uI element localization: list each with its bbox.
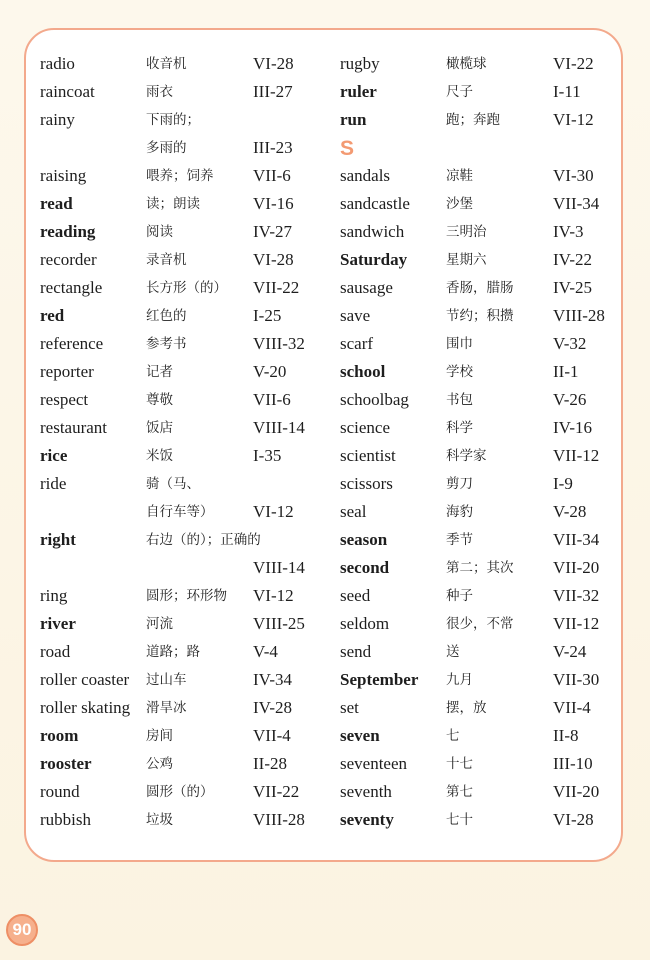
entry-meaning: 学校 xyxy=(446,364,473,380)
entry-reference: VI-30 xyxy=(553,166,594,185)
entry-word: seven xyxy=(340,726,380,745)
entry-meaning: 摆，放 xyxy=(446,700,487,716)
entry-reference: II-28 xyxy=(253,754,287,773)
entry-meaning: 多雨的 xyxy=(146,140,187,156)
entry-word: raincoat xyxy=(40,82,95,101)
entry-reference: V-20 xyxy=(253,362,287,381)
entry-word: river xyxy=(40,614,76,633)
entry-meaning: 星期六 xyxy=(446,252,487,268)
entry-meaning: 参考书 xyxy=(146,336,187,352)
entry-reference: VI-28 xyxy=(253,250,294,269)
entry-meaning: 书包 xyxy=(446,392,473,408)
entry-meaning: 阅读 xyxy=(146,224,173,240)
entry-word: September xyxy=(340,670,419,689)
entry-word: room xyxy=(40,726,79,745)
entry-reference: VII-32 xyxy=(553,586,600,605)
entry-word: radio xyxy=(40,54,75,73)
entry-meaning: 录音机 xyxy=(146,252,187,268)
entry-reference: V-32 xyxy=(553,334,587,353)
entry-reference: VII-6 xyxy=(253,166,291,185)
entry-meaning: 海豹 xyxy=(446,504,473,520)
entry-reference: VII-4 xyxy=(553,698,591,717)
entry-reference: VII-22 xyxy=(253,278,300,297)
entry-meaning: 十七 xyxy=(446,756,473,772)
entry-word: right xyxy=(40,530,76,549)
entry-reference: VI-22 xyxy=(553,54,594,73)
entry-meaning: 尺子 xyxy=(446,84,473,100)
entry-word: ring xyxy=(40,586,68,605)
entry-reference: IV-22 xyxy=(553,250,593,269)
entry-reference: VI-28 xyxy=(253,54,294,73)
entry-meaning: 橄榄球 xyxy=(446,56,487,72)
entry-word: ruler xyxy=(340,82,377,101)
entry-word: red xyxy=(40,306,65,325)
entry-word: set xyxy=(340,698,359,717)
entry-word: ride xyxy=(40,474,67,493)
page-number: 90 xyxy=(6,914,38,946)
entry-word: rice xyxy=(40,446,68,465)
entry-meaning: 季节 xyxy=(446,532,473,548)
entry-reference: I-35 xyxy=(253,446,282,465)
entry-reference: IV-27 xyxy=(253,222,293,241)
entry-meaning: 三明治 xyxy=(446,224,487,240)
entry-reference: IV-34 xyxy=(253,670,293,689)
entry-reference: VII-12 xyxy=(553,614,600,633)
entry-reference: VI-12 xyxy=(253,586,294,605)
entry-reference: VII-20 xyxy=(553,558,600,577)
entry-word: rectangle xyxy=(40,278,103,297)
entry-word: seal xyxy=(340,502,367,521)
section-letter: S xyxy=(340,137,355,160)
entry-reference: VIII-28 xyxy=(553,306,605,325)
entry-meaning: 公鸡 xyxy=(146,756,173,772)
entry-word: reading xyxy=(40,222,96,241)
entry-reference: V-28 xyxy=(553,502,587,521)
entry-reference: II-1 xyxy=(553,362,579,381)
entry-reference: VII-4 xyxy=(253,726,291,745)
entry-meaning: 第二；其次 xyxy=(446,560,514,576)
entry-reference: VI-16 xyxy=(253,194,294,213)
entry-word: send xyxy=(340,642,372,661)
entry-meaning: 送 xyxy=(446,644,460,660)
entry-word: road xyxy=(40,642,71,661)
entry-meaning: 下雨的； xyxy=(146,112,200,128)
entry-meaning: 科学家 xyxy=(446,448,487,464)
entry-word: schoolbag xyxy=(340,390,409,409)
entry-word: roller skating xyxy=(40,698,131,717)
entry-meaning: 围巾 xyxy=(446,336,473,352)
entry-word: Saturday xyxy=(340,250,408,269)
entry-reference: VII-34 xyxy=(553,530,600,549)
entry-reference: VIII-14 xyxy=(253,418,305,437)
glossary-panel xyxy=(24,28,623,862)
entry-reference: VII-20 xyxy=(553,782,600,801)
entry-word: read xyxy=(40,194,73,213)
entry-reference: IV-3 xyxy=(553,222,584,241)
entry-reference: I-25 xyxy=(253,306,282,325)
entry-word: roller coaster xyxy=(40,670,130,689)
entry-word: seldom xyxy=(340,614,390,633)
entry-reference: I-11 xyxy=(553,82,581,101)
entry-reference: VII-30 xyxy=(553,670,600,689)
entry-meaning: 垃圾 xyxy=(146,812,173,828)
entry-word: seventeen xyxy=(340,754,408,773)
entry-word: rugby xyxy=(340,54,380,73)
entry-meaning: 第七 xyxy=(446,784,473,800)
entry-word: science xyxy=(340,418,391,437)
entry-meaning: 香肠，腊肠 xyxy=(446,280,514,296)
entry-meaning: 七 xyxy=(446,728,460,744)
entry-word: restaurant xyxy=(40,418,108,437)
entry-meaning: 凉鞋 xyxy=(446,168,473,184)
entry-reference: III-27 xyxy=(253,82,293,101)
entry-word: seventy xyxy=(340,810,394,829)
entry-reference: III-10 xyxy=(553,754,593,773)
entry-meaning: 红色的 xyxy=(146,308,187,324)
entry-meaning: 滑旱冰 xyxy=(146,700,187,716)
entry-word: recorder xyxy=(40,250,97,269)
entry-word: school xyxy=(340,362,386,381)
entry-reference: VIII-32 xyxy=(253,334,305,353)
entry-meaning: 沙堡 xyxy=(446,196,473,212)
entry-meaning: 记者 xyxy=(146,364,173,380)
entry-word: run xyxy=(340,110,367,129)
entry-meaning: 很少，不常 xyxy=(446,616,514,632)
entry-word: scissors xyxy=(340,474,393,493)
entry-reference: IV-25 xyxy=(553,278,593,297)
entry-reference: VII-22 xyxy=(253,782,300,801)
entry-reference: VI-28 xyxy=(553,810,594,829)
entry-meaning: 圆形（的） xyxy=(146,784,214,800)
entry-word: season xyxy=(340,530,388,549)
entry-meaning: 右边（的）；正确的 xyxy=(146,532,261,548)
entry-meaning: 科学 xyxy=(446,420,473,436)
entry-word: save xyxy=(340,306,371,325)
entry-meaning: 骑（马、 xyxy=(146,476,200,492)
entry-word: raising xyxy=(40,166,87,185)
entry-meaning: 河流 xyxy=(146,616,173,632)
entry-reference: III-23 xyxy=(253,138,293,157)
entry-meaning: 尊敬 xyxy=(146,392,173,408)
entry-meaning: 节约；积攒 xyxy=(446,308,514,324)
entry-reference: VIII-25 xyxy=(253,614,305,633)
entry-meaning: 跑；奔跑 xyxy=(446,112,500,128)
entry-meaning: 饭店 xyxy=(146,420,173,436)
entry-word: second xyxy=(340,558,390,577)
entry-reference: VI-12 xyxy=(553,110,594,129)
entry-reference: VIII-28 xyxy=(253,810,305,829)
entry-meaning: 读；朗读 xyxy=(146,196,200,212)
entry-meaning: 长方形（的） xyxy=(146,280,227,296)
entry-word: sandwich xyxy=(340,222,405,241)
entry-reference: V-26 xyxy=(553,390,587,409)
entry-meaning: 米饭 xyxy=(146,448,173,464)
entry-meaning: 雨衣 xyxy=(146,84,173,100)
entry-reference: VII-34 xyxy=(553,194,600,213)
entry-meaning: 七十 xyxy=(446,812,473,828)
entry-word: reporter xyxy=(40,362,94,381)
entry-word: rubbish xyxy=(40,810,91,829)
entry-word: reference xyxy=(40,334,104,353)
entry-meaning: 收音机 xyxy=(146,56,187,72)
entry-meaning: 圆形；环形物 xyxy=(146,588,227,604)
entry-word: respect xyxy=(40,390,89,409)
entry-meaning: 种子 xyxy=(446,588,473,604)
entry-word: seed xyxy=(340,586,371,605)
entry-word: sandals xyxy=(340,166,391,185)
entry-word: rainy xyxy=(40,110,75,129)
entry-word: sausage xyxy=(340,278,393,297)
entry-reference: VII-6 xyxy=(253,390,291,409)
entry-reference: VIII-14 xyxy=(253,558,305,577)
entry-reference: IV-28 xyxy=(253,698,293,717)
entry-meaning: 道路；路 xyxy=(146,644,200,660)
entry-reference: V-4 xyxy=(253,642,278,661)
entry-word: sandcastle xyxy=(340,194,410,213)
entry-reference: VI-12 xyxy=(253,502,294,521)
entry-meaning: 房间 xyxy=(146,728,173,744)
entry-meaning: 过山车 xyxy=(146,672,187,688)
entry-reference: V-24 xyxy=(553,642,587,661)
entry-word: scarf xyxy=(340,334,374,353)
entry-meaning: 九月 xyxy=(446,672,473,688)
entry-word: round xyxy=(40,782,80,801)
entry-word: seventh xyxy=(340,782,392,801)
entry-reference: VII-12 xyxy=(553,446,600,465)
entry-meaning: 自行车等） xyxy=(146,504,214,520)
entry-meaning: 剪刀 xyxy=(446,476,473,492)
entry-reference: I-9 xyxy=(553,474,573,493)
entry-reference: IV-16 xyxy=(553,418,593,437)
entry-word: rooster xyxy=(40,754,92,773)
entry-meaning: 喂养；饲养 xyxy=(146,168,214,184)
entry-word: scientist xyxy=(340,446,396,465)
entry-reference: II-8 xyxy=(553,726,579,745)
